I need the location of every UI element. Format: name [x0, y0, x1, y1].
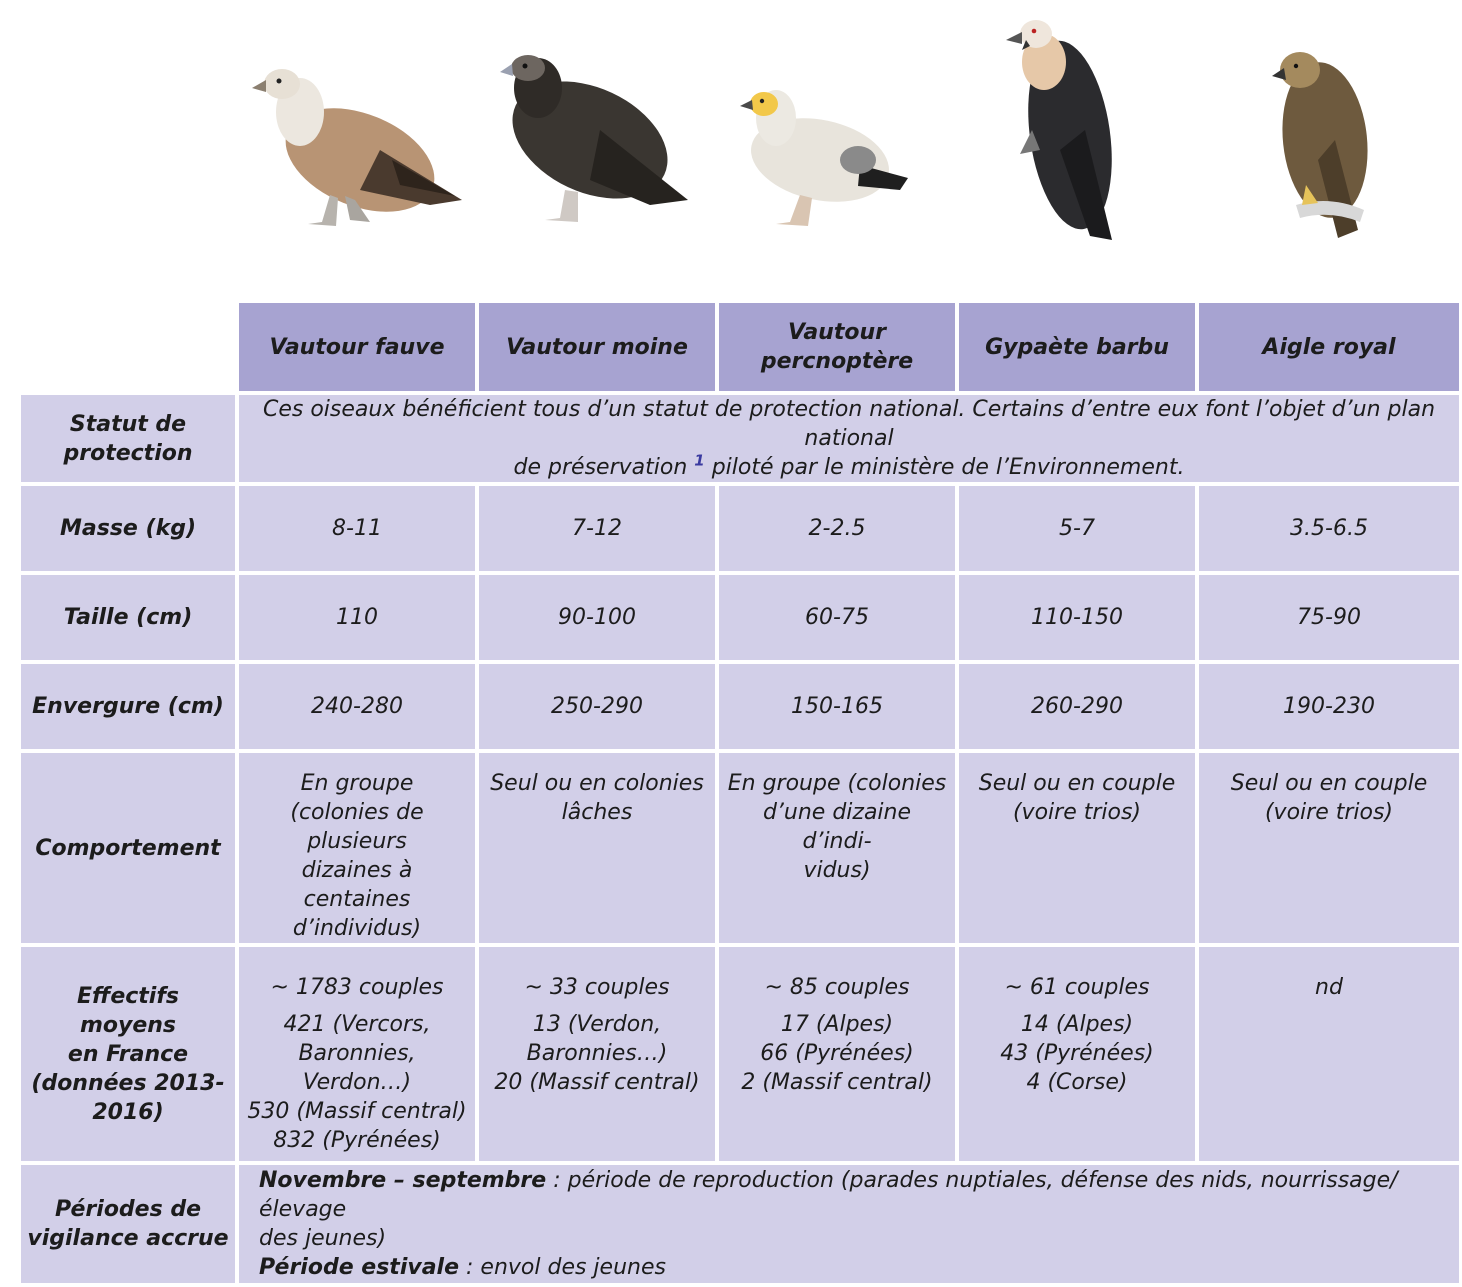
bearded-vulture-illustration	[1006, 20, 1123, 240]
cell-comportement	[1199, 753, 1459, 943]
cell-comportement	[479, 753, 715, 943]
cell-taille: 90-100	[479, 575, 715, 660]
row-comportement	[21, 753, 1459, 943]
row-label-periodes	[21, 1165, 235, 1283]
statut-line-2b: piloté par le ministère de l’Environnement.	[704, 455, 1185, 480]
effectif-detail: Baronnies, Verdon…)	[298, 1041, 416, 1095]
effectif-detail: 2 (Massif central)	[741, 1070, 933, 1095]
cell-taille: 75-90	[1199, 575, 1459, 660]
bird-illustrations	[0, 0, 1462, 290]
header-corner	[21, 303, 235, 391]
cell-effectifs	[959, 947, 1195, 1161]
cell-effectifs	[719, 947, 955, 1161]
cell-comportement	[719, 753, 955, 943]
text-line: dizaines à centaines	[301, 858, 413, 912]
text-line: (colonies de plusieurs	[290, 800, 424, 854]
row-label-line: (données 2013-	[31, 1070, 225, 1096]
text-line: Seul ou en couple	[978, 771, 1176, 796]
statut-text	[239, 395, 1459, 482]
effectif-detail: 66 (Pyrénées)	[760, 1041, 914, 1066]
cell-comportement	[959, 753, 1195, 943]
golden-eagle-illustration	[1272, 52, 1375, 238]
statut-line-2a: de préservation	[513, 455, 695, 480]
row-label-envergure: Envergure (cm)	[21, 664, 235, 749]
effectif-detail: 530 (Massif central)	[247, 1099, 467, 1124]
cell-effectifs	[239, 947, 475, 1161]
text-line: lâches	[561, 800, 633, 825]
header-aigle-royal: Aigle royal	[1199, 303, 1459, 391]
cell-envergure: 240-280	[239, 664, 475, 749]
effectif-detail: Baronnies…)	[526, 1041, 668, 1066]
effectif-detail: 4 (Corse)	[1026, 1070, 1128, 1095]
cell-effectifs	[1199, 947, 1459, 1161]
text-line: En groupe	[300, 771, 414, 796]
effectif-total: ~ 1783 couples	[270, 975, 444, 1000]
row-label-comportement: Comportement	[21, 753, 235, 943]
row-label-line: vigilance accrue	[27, 1226, 229, 1251]
row-taille	[21, 575, 1459, 660]
cell-effectifs	[479, 947, 715, 1161]
row-label-line: Effectifs moyens	[76, 983, 180, 1038]
griffon-vulture-illustration	[252, 69, 462, 232]
cell-envergure: 190-230	[1199, 664, 1459, 749]
text-line: d’une dizaine d’indi-	[762, 800, 912, 854]
row-label-line: 2016)	[92, 1099, 164, 1125]
cinereous-vulture-illustration	[494, 55, 688, 222]
effectif-detail: 17 (Alpes)	[780, 1012, 894, 1037]
row-label-taille: Taille (cm)	[21, 575, 235, 660]
cell-masse: 5-7	[959, 486, 1195, 571]
row-statut	[21, 395, 1459, 482]
row-label-line: protection	[63, 440, 193, 466]
row-envergure	[21, 664, 1459, 749]
periodes-text	[239, 1165, 1459, 1283]
text-line: vidus)	[803, 858, 871, 883]
cell-masse: 3.5-6.5	[1199, 486, 1459, 571]
periode-reproduction-text-cont: des jeunes)	[259, 1226, 387, 1251]
periode-reproduction-text: : période de reproduction (parades nuptiales, défense des nids, nourrissage/élevage	[259, 1168, 1398, 1222]
periode-estivale-label: Période estivale	[259, 1255, 460, 1280]
cell-envergure: 150-165	[719, 664, 955, 749]
effectif-total: ~ 33 couples	[524, 975, 670, 1000]
row-periodes	[21, 1165, 1459, 1283]
row-label-effectifs	[21, 947, 235, 1161]
effectif-total: nd	[1315, 975, 1343, 1000]
raptor-comparison-table	[17, 299, 1462, 1287]
text-line: En groupe (colonies	[727, 771, 947, 796]
effectif-total: ~ 85 couples	[764, 975, 910, 1000]
row-label-line: en France	[67, 1041, 189, 1067]
cell-taille: 60-75	[719, 575, 955, 660]
header-row	[21, 303, 1459, 391]
effectif-total: ~ 61 couples	[1004, 975, 1150, 1000]
effectif-detail: 832 (Pyrénées)	[273, 1128, 441, 1153]
cell-masse: 8-11	[239, 486, 475, 571]
row-label-masse: Masse (kg)	[21, 486, 235, 571]
periode-estivale-text: : envol des jeunes	[459, 1255, 666, 1280]
cell-masse: 2-2.5	[719, 486, 955, 571]
text-line: Seul ou en couple	[1230, 771, 1428, 796]
text-line: d’individus)	[292, 916, 422, 941]
effectif-detail: 20 (Massif central)	[494, 1070, 700, 1095]
effectif-detail: 421 (Vercors,	[283, 1012, 431, 1037]
text-line: Seul ou en colonies	[490, 771, 704, 796]
footnote-marker: 1	[694, 451, 705, 470]
cell-comportement	[239, 753, 475, 943]
header-vautour-fauve: Vautour fauve	[239, 303, 475, 391]
row-masse	[21, 486, 1459, 571]
header-vautour-moine: Vautour moine	[479, 303, 715, 391]
cell-envergure: 260-290	[959, 664, 1195, 749]
row-label-statut	[21, 395, 235, 482]
row-label-line: Statut de	[69, 411, 187, 437]
effectif-detail: 43 (Pyrénées)	[1000, 1041, 1154, 1066]
effectif-detail: 14 (Alpes)	[1020, 1012, 1134, 1037]
periode-reproduction-label: Novembre – septembre	[259, 1168, 547, 1193]
cell-envergure: 250-290	[479, 664, 715, 749]
row-effectifs	[21, 947, 1459, 1161]
text-line: (voire trios)	[1012, 800, 1142, 825]
row-label-line: Périodes de	[54, 1197, 202, 1222]
header-vautour-percnoptere: Vautour percnoptère	[719, 303, 955, 391]
header-gypaete-barbu: Gypaète barbu	[959, 303, 1195, 391]
statut-line-1: Ces oiseaux bénéficient tous d’un statut de protection national. Certains d’entre eux font l’objet d’un plan national	[262, 397, 1436, 451]
cell-taille: 110-150	[959, 575, 1195, 660]
cell-taille: 110	[239, 575, 475, 660]
effectif-detail: 13 (Verdon,	[532, 1012, 662, 1037]
egyptian-vulture-illustration	[740, 90, 908, 226]
cell-masse: 7-12	[479, 486, 715, 571]
text-line: (voire trios)	[1264, 800, 1394, 825]
